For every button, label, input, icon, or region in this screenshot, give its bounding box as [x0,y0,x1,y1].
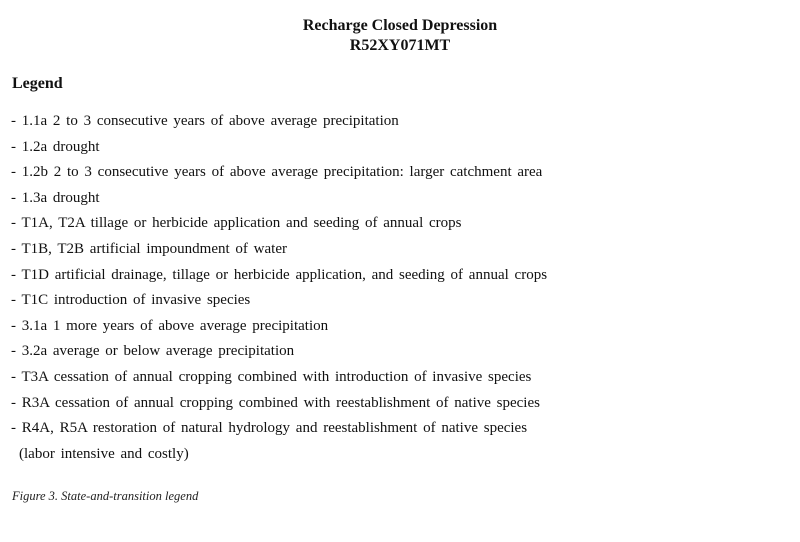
legend-heading: Legend [12,75,63,92]
figure-caption: Figure 3. State-and-transition legend [12,489,199,503]
legend-item-1-2a: - 1.2a drought [11,138,100,155]
legend-list [11,109,547,467]
legend-item-t1a-t2a: - T1A, T2A tillage or herbicide application and seeding of annual crops [11,215,462,232]
legend-item-t1b-t2b: - T1B, T2B artificial impoundment of water [11,240,287,257]
legend-item-t1c: - T1C introduction of invasive species [11,292,251,309]
legend-item-3-2a: - 3.2a average or below average precipitation [11,343,295,360]
legend-item-r4a-r5a-continuation: (labor intensive and costly) [19,445,189,462]
title-block [0,16,800,56]
document-code: R52XY071MT [349,37,451,54]
legend-item-3-1a: - 3.1a 1 more years of above average precipitation [11,317,329,334]
legend-item-1-2b: - 1.2b 2 to 3 consecutive years of above average precipitation: larger catchment area [11,164,543,181]
document-title: Recharge Closed Depression [302,17,498,34]
legend-item-r3a: - R3A cessation of annual cropping combined with reestablishment of native species [11,394,540,411]
legend-item-1-1a: - 1.1a 2 to 3 consecutive years of above average precipitation [11,113,399,129]
legend-item-t3a: - T3A cessation of annual cropping combined with introduction of invasive species [11,368,532,385]
legend-item-1-3a: - 1.3a drought [11,189,100,206]
legend-item-t1d: - T1D artificial drainage, tillage or herbicide application, and seeding of annual crops [11,266,548,283]
legend-item-r4a-r5a: - R4A, R5A restoration of natural hydrology and reestablishment of native species [11,420,528,437]
